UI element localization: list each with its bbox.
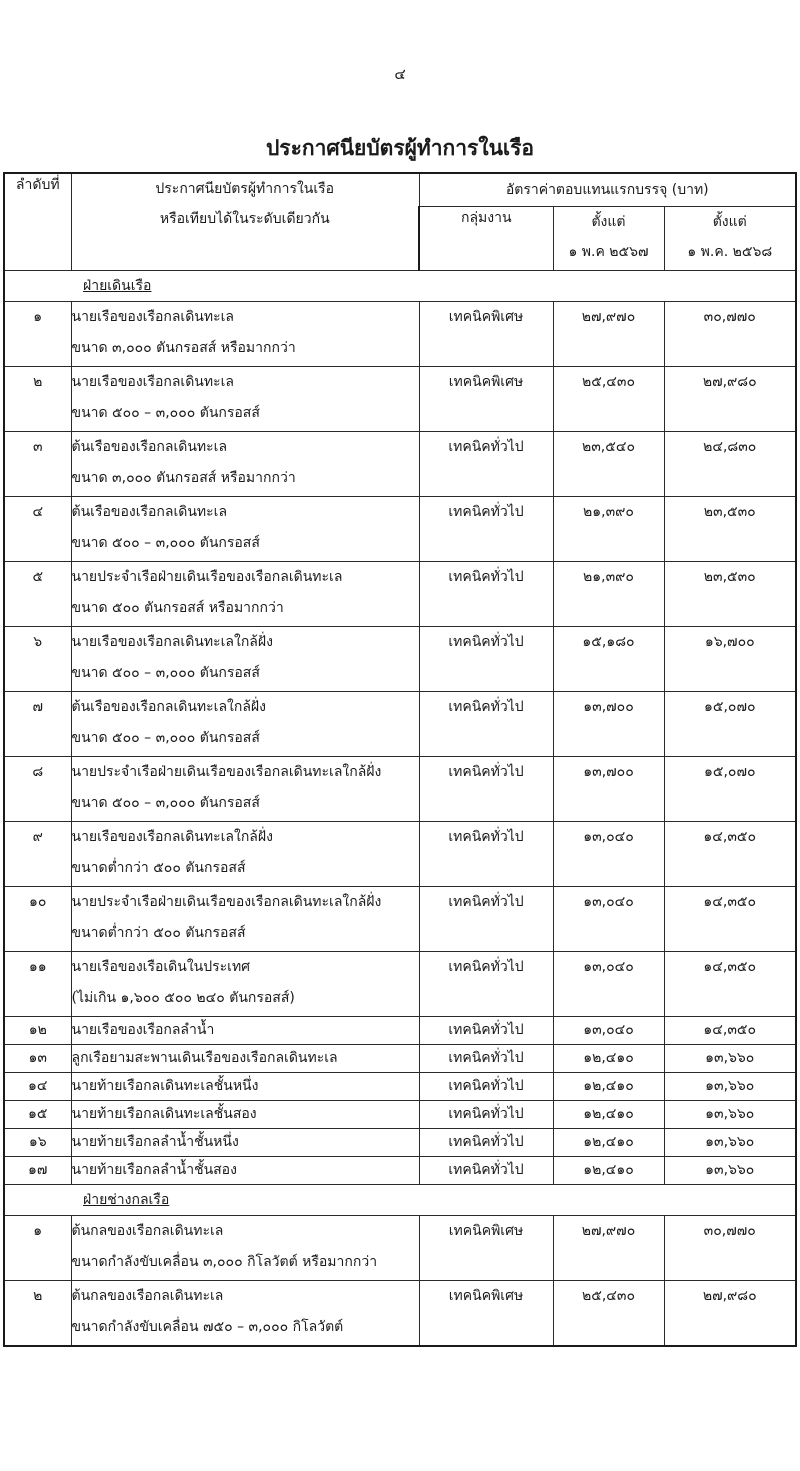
header-date-2568: [664, 207, 796, 271]
row-rate-2567: ๑๒,๔๑๐: [553, 1101, 664, 1129]
row-certificate: [71, 1157, 419, 1185]
row-certificate: [71, 1129, 419, 1157]
row-certificate-line1: ต้นเรือของเรือกลเดินทะเล: [71, 439, 228, 455]
row-rate-2567: ๒๓,๕๔๐: [553, 432, 664, 497]
section-index-blank: [4, 271, 71, 302]
row-certificate-line1: นายเรือของเรือกลเดินทะเลใกล้ฝั่ง: [71, 829, 273, 845]
table-row: [4, 367, 796, 432]
row-rate-2567: ๑๓,๐๔๐: [553, 952, 664, 1017]
row-rate-2567: ๑๓,๐๔๐: [553, 1017, 664, 1045]
row-rate-2568: ๑๔,๓๕๐: [664, 887, 796, 952]
row-rate-2568: ๒๓,๕๓๐: [664, 562, 796, 627]
row-certificate-line2: ขนาด ๕๐๐ – ๓,๐๐๐ ตันกรอสส์: [71, 665, 260, 681]
document-title: ประกาศนียบัตรผู้ทำการในเรือ: [265, 136, 535, 160]
row-rate-2567: ๑๒,๔๑๐: [553, 1129, 664, 1157]
row-certificate-line1: นายเรือของเรือกลลำน้ำ: [71, 1022, 215, 1038]
table-row: [4, 1157, 796, 1185]
section-label: ฝ่ายเดินเรือ: [71, 271, 796, 302]
row-rate-2568: ๒๔,๘๓๐: [664, 432, 796, 497]
table-row: [4, 692, 796, 757]
row-certificate-line1: นายเรือของเรือกลเดินทะเล: [71, 374, 234, 390]
table-row: [4, 562, 796, 627]
row-certificate-line1: ต้นกลของเรือกลเดินทะเล: [71, 1223, 224, 1239]
row-rate-2568: ๑๓,๖๖๐: [664, 1129, 796, 1157]
row-certificate-line1: ลูกเรือยามสะพานเดินเรือของเรือกลเดินทะเล: [71, 1050, 338, 1066]
row-rate-2567: ๑๒,๔๑๐: [553, 1045, 664, 1073]
row-certificate-line2: ขนาด ๕๐๐ – ๓,๐๐๐ ตันกรอสส์: [71, 405, 260, 421]
section-row: [4, 271, 796, 302]
row-certificate-line2: (ไม่เกิน ๑,๖๐๐ ๕๐๐ ๒๔๐ ตันกรอสส์): [71, 990, 295, 1006]
row-work-group: เทคนิคทั่วไป: [419, 1157, 553, 1185]
row-index: ๓: [4, 432, 71, 497]
row-certificate: [71, 952, 419, 1017]
row-certificate: [71, 887, 419, 952]
row-rate-2567: ๑๓,๗๐๐: [553, 757, 664, 822]
row-certificate-line2: ขนาดต่ำกว่า ๕๐๐ ตันกรอสส์: [71, 860, 246, 876]
row-work-group: เทคนิคทั่วไป: [419, 497, 553, 562]
row-rate-2567: ๒๕,๔๓๐: [553, 367, 664, 432]
row-work-group: เทคนิคพิเศษ: [419, 302, 553, 367]
row-certificate: [71, 562, 419, 627]
row-certificate-line1: นายเรือของเรือกลเดินทะเลใกล้ฝั่ง: [71, 634, 273, 650]
row-certificate-line2: ขนาด ๕๐๐ – ๓,๐๐๐ ตันกรอสส์: [71, 730, 260, 746]
row-index: ๑๔: [4, 1073, 71, 1101]
row-rate-2568: ๑๔,๓๕๐: [664, 822, 796, 887]
row-certificate-line1: นายท้ายเรือกลลำน้ำชั้นสอง: [71, 1162, 237, 1178]
row-certificate-line2: ขนาด ๕๐๐ ตันกรอสส์ หรือมากกว่า: [71, 600, 284, 616]
compensation-table: [3, 172, 797, 1347]
row-certificate-line2: ขนาดต่ำกว่า ๕๐๐ ตันกรอสส์: [71, 925, 246, 941]
row-work-group: เทคนิคทั่วไป: [419, 887, 553, 952]
header-index: ลำดับที่: [4, 173, 71, 271]
row-index: ๑๖: [4, 1129, 71, 1157]
table-row: [4, 1101, 796, 1129]
table-row: [4, 1129, 796, 1157]
row-rate-2568: ๑๓,๖๖๐: [664, 1157, 796, 1185]
row-certificate-line2: ขนาด ๓,๐๐๐ ตันกรอสส์ หรือมากกว่า: [71, 470, 296, 486]
row-certificate: [71, 692, 419, 757]
row-certificate-line2: ขนาด ๕๐๐ – ๓,๐๐๐ ตันกรอสส์: [71, 795, 260, 811]
table-row: [4, 1017, 796, 1045]
row-work-group: เทคนิคพิเศษ: [419, 1281, 553, 1347]
row-certificate-line1: นายท้ายเรือกลเดินทะเลชั้นสอง: [71, 1106, 257, 1122]
header-date-2568-value: ๑ พ.ค. ๒๕๖๘: [687, 244, 773, 260]
row-rate-2568: ๓๐,๗๗๐: [664, 1216, 796, 1281]
table-row: [4, 627, 796, 692]
header-certificate-line1: ประกาศนียบัตรผู้ทำการในเรือ: [155, 181, 335, 197]
row-rate-2568: ๑๓,๖๖๐: [664, 1045, 796, 1073]
row-work-group: เทคนิคทั่วไป: [419, 432, 553, 497]
row-work-group: เทคนิคทั่วไป: [419, 952, 553, 1017]
row-index: ๒: [4, 367, 71, 432]
row-work-group: เทคนิคทั่วไป: [419, 757, 553, 822]
row-rate-2568: ๒๗,๙๘๐: [664, 367, 796, 432]
header-work-group: กลุ่มงาน: [419, 207, 553, 271]
row-rate-2568: ๑๔,๓๕๐: [664, 952, 796, 1017]
header-rate-group: อัตราค่าตอบแทนแรกบรรจุ (บาท): [419, 173, 796, 207]
row-certificate: [71, 1281, 419, 1347]
table-row: [4, 302, 796, 367]
row-certificate-line1: นายประจำเรือฝ่ายเดินเรือของเรือกลเดินทะเลใกล้ฝั่ง: [71, 764, 382, 780]
row-rate-2567: ๑๓,๗๐๐: [553, 692, 664, 757]
row-index: ๑๑: [4, 952, 71, 1017]
row-work-group: เทคนิคทั่วไป: [419, 562, 553, 627]
row-rate-2567: ๒๑,๓๙๐: [553, 497, 664, 562]
row-certificate-line1: นายเรือของเรือเดินในประเทศ: [71, 959, 251, 975]
header-certificate: [71, 173, 419, 271]
row-rate-2568: ๒๓,๕๓๐: [664, 497, 796, 562]
row-work-group: เทคนิคทั่วไป: [419, 1045, 553, 1073]
row-work-group: เทคนิคทั่วไป: [419, 1073, 553, 1101]
table-row: [4, 432, 796, 497]
row-rate-2567: ๒๕,๔๓๐: [553, 1281, 664, 1347]
row-certificate: [71, 1073, 419, 1101]
header-date-2567-label: ตั้งแต่: [591, 214, 626, 230]
row-certificate-line1: นายประจำเรือฝ่ายเดินเรือของเรือกลเดินทะเล: [71, 569, 343, 585]
section-index-blank: [4, 1185, 71, 1216]
row-work-group: เทคนิคทั่วไป: [419, 692, 553, 757]
row-certificate-line1: ต้นเรือของเรือกลเดินทะเล: [71, 504, 228, 520]
row-certificate-line1: ต้นเรือของเรือกลเดินทะเลใกล้ฝั่ง: [71, 699, 266, 715]
table-header: [4, 173, 796, 271]
row-certificate: [71, 302, 419, 367]
row-certificate: [71, 1017, 419, 1045]
table-row: [4, 1216, 796, 1281]
row-index: ๑๒: [4, 1017, 71, 1045]
row-index: ๖: [4, 627, 71, 692]
row-certificate: [71, 1216, 419, 1281]
table-row: [4, 497, 796, 562]
row-rate-2567: ๑๓,๐๔๐: [553, 887, 664, 952]
row-rate-2568: ๒๗,๙๘๐: [664, 1281, 796, 1347]
header-certificate-line2: หรือเทียบได้ในระดับเดียวกัน: [159, 211, 330, 227]
row-certificate: [71, 497, 419, 562]
table-row: [4, 1045, 796, 1073]
row-rate-2567: ๒๗,๙๗๐: [553, 302, 664, 367]
row-index: ๔: [4, 497, 71, 562]
table-row: [4, 952, 796, 1017]
row-certificate-line1: นายประจำเรือฝ่ายเดินเรือของเรือกลเดินทะเลใกล้ฝั่ง: [71, 894, 382, 910]
row-certificate-line1: นายท้ายเรือกลลำน้ำชั้นหนึ่ง: [71, 1134, 239, 1150]
row-work-group: เทคนิคทั่วไป: [419, 822, 553, 887]
table-row: [4, 887, 796, 952]
row-index: ๒: [4, 1281, 71, 1347]
row-rate-2567: ๒๗,๙๗๐: [553, 1216, 664, 1281]
table-body: [4, 271, 796, 1347]
row-rate-2568: ๑๓,๖๖๐: [664, 1101, 796, 1129]
table-row: [4, 1073, 796, 1101]
section-row: [4, 1185, 796, 1216]
section-label: ฝ่ายช่างกลเรือ: [71, 1185, 796, 1216]
row-work-group: เทคนิคทั่วไป: [419, 1017, 553, 1045]
row-rate-2567: ๑๒,๔๑๐: [553, 1073, 664, 1101]
table-row: [4, 757, 796, 822]
row-rate-2567: ๑๓,๐๔๐: [553, 822, 664, 887]
row-certificate-line2: ขนาด ๕๐๐ – ๓,๐๐๐ ตันกรอสส์: [71, 535, 260, 551]
row-work-group: เทคนิคพิเศษ: [419, 367, 553, 432]
row-rate-2567: ๒๑,๓๙๐: [553, 562, 664, 627]
row-certificate-line1: ต้นกลของเรือกลเดินทะเล: [71, 1288, 224, 1304]
row-certificate: [71, 1101, 419, 1129]
row-certificate-line1: นายเรือของเรือกลเดินทะเล: [71, 309, 234, 325]
row-index: ๑: [4, 302, 71, 367]
row-index: ๕: [4, 562, 71, 627]
row-certificate-line2: ขนาด ๓,๐๐๐ ตันกรอสส์ หรือมากกว่า: [71, 340, 296, 356]
row-index: ๑: [4, 1216, 71, 1281]
table-row: [4, 1281, 796, 1347]
row-index: ๑๕: [4, 1101, 71, 1129]
row-index: ๙: [4, 822, 71, 887]
row-work-group: เทคนิคทั่วไป: [419, 1101, 553, 1129]
row-certificate-line1: นายท้ายเรือกลเดินทะเลชั้นหนึ่ง: [71, 1078, 259, 1094]
row-certificate: [71, 432, 419, 497]
row-index: ๑๗: [4, 1157, 71, 1185]
row-work-group: เทคนิคทั่วไป: [419, 627, 553, 692]
row-index: ๘: [4, 757, 71, 822]
row-rate-2568: ๑๕,๐๗๐: [664, 692, 796, 757]
row-certificate: [71, 822, 419, 887]
header-date-2567: [553, 207, 664, 271]
row-rate-2568: ๑๖,๗๐๐: [664, 627, 796, 692]
row-rate-2567: ๑๕,๑๘๐: [553, 627, 664, 692]
header-date-2568-label: ตั้งแต่: [712, 214, 747, 230]
row-rate-2567: ๑๒,๔๑๐: [553, 1157, 664, 1185]
row-index: ๗: [4, 692, 71, 757]
row-certificate: [71, 367, 419, 432]
header-date-2567-value: ๑ พ.ค ๒๕๖๗: [568, 244, 649, 260]
row-work-group: เทคนิคทั่วไป: [419, 1129, 553, 1157]
row-certificate-line2: ขนาดกำลังขับเคลื่อน ๓,๐๐๐ กิโลวัตต์ หรือมากกว่า: [71, 1254, 378, 1270]
table-row: [4, 822, 796, 887]
row-rate-2568: ๑๓,๖๖๐: [664, 1073, 796, 1101]
row-index: ๑๓: [4, 1045, 71, 1073]
page-number: ๔: [394, 65, 406, 83]
row-certificate: [71, 627, 419, 692]
row-rate-2568: ๑๔,๓๕๐: [664, 1017, 796, 1045]
row-rate-2568: ๓๐,๗๗๐: [664, 302, 796, 367]
row-index: ๑๐: [4, 887, 71, 952]
row-certificate: [71, 1045, 419, 1073]
row-certificate: [71, 757, 419, 822]
row-rate-2568: ๑๕,๐๗๐: [664, 757, 796, 822]
row-certificate-line2: ขนาดกำลังขับเคลื่อน ๗๕๐ – ๓,๐๐๐ กิโลวัตต์: [71, 1319, 344, 1335]
row-work-group: เทคนิคพิเศษ: [419, 1216, 553, 1281]
